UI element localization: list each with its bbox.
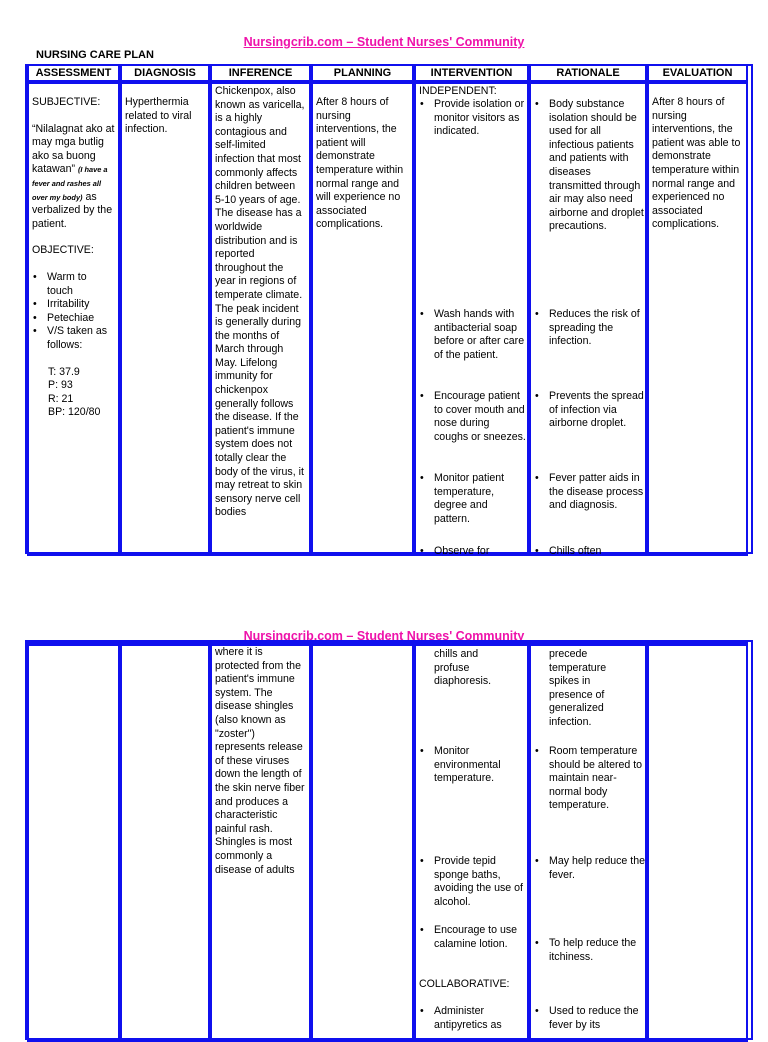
objective-item: • Irritability (32, 298, 115, 312)
vital-temp: T: 37.9 (48, 365, 80, 378)
rationale-item: • Fever patter aids in the disease process and diagnosis. (534, 472, 645, 513)
intervention-item: • Monitor patient temperature, degree and pattern. (419, 472, 526, 526)
intervention-item: • Provide tepid sponge baths, avoiding the use of alcohol. (419, 855, 526, 909)
rationale-item: • Reduces the risk of spreading the infection. (534, 308, 645, 349)
quote-translation: (I have a fever and rashes all over my body) (32, 165, 108, 202)
intervention-item: • Monitor environmental temperature. (419, 745, 526, 786)
diagnosis-text: Hyperthermia related to viral infection. (125, 96, 192, 136)
intervention-item: • Encourage patient to cover mouth and nose during coughs or sneezes. (419, 390, 526, 444)
care-plan-table (25, 64, 753, 554)
inference-cell (210, 82, 311, 556)
intervention-item: • Encourage to use calamine lotion. (419, 924, 526, 951)
planning-cell (311, 642, 414, 1042)
intervention-continued: chills and profuse diaphoresis. (434, 648, 492, 688)
intervention-item: • Wash hands with antibacterial soap before or after care of the patient. (419, 308, 526, 362)
header-diagnosis: DIAGNOSIS (120, 66, 210, 82)
rationale-cell (529, 642, 647, 1042)
rationale-item: • Body substance isolation should be used for all infectious patients and patients with diseases transmitted through air may also need airborne and droplet precautions. (534, 98, 645, 234)
rationale-item: • Room temperature should be altered to maintain near-normal body temperature. (534, 745, 645, 813)
rationale-item: • Used to reduce the fever by its (534, 1005, 645, 1032)
objective-item: • Warm to touch (32, 271, 115, 298)
rationale-item: • Prevents the spread of infection via airborne droplet. (534, 390, 645, 431)
header-intervention: INTERVENTION (414, 66, 529, 82)
evaluation-cell (647, 642, 748, 1042)
vital-pulse: P: 93 (48, 379, 73, 392)
objective-label: OBJECTIVE: (32, 244, 94, 257)
intervention-cell (414, 82, 529, 556)
header-planning: PLANNING (311, 66, 414, 82)
vital-bp: BP: 120/80 (48, 406, 101, 419)
rationale-continued: precede temperature spikes in presence of generalized infection. (549, 648, 607, 728)
rationale-item: • Chills often (534, 545, 645, 556)
inference-text: Chickenpox, also known as varicella, is a highly contagious and self-limited infection that most commonly affects children between 5-10 years of age. The disease has a worldwide distribution and is reported throughout the year in regions of temperate climate. The peak incident is generally during the months of March through May. Lifelong immunity for chickenpox generally follows the disease. If the patient's immune system does not totally clear the body of the virus, it may retreat to skin sensory nerve cell bodies (215, 85, 305, 519)
subjective-label: SUBJECTIVE: (32, 96, 101, 108)
diagnosis-cell (120, 642, 210, 1042)
rationale-item: • May help reduce the fever. (534, 855, 645, 882)
planning-text: After 8 hours of nursing interventions, the patient will demonstrate temperature within normal range and will experience no associated complications. (316, 96, 404, 231)
inference-cell (210, 642, 311, 1042)
vital-resp: R: 21 (48, 392, 74, 405)
header-assessment: ASSESSMENT (27, 66, 120, 82)
care-plan-table-page2 (25, 640, 753, 1040)
header-evaluation: EVALUATION (647, 66, 748, 82)
header-rationale: RATIONALE (529, 66, 647, 82)
inference-text: where it is protected from the patient's immune system. The disease shingles (also known as "zoster") represents release of these viruses down the length of the skin nerve fiber and produces a characteristic painful rash. Shingles is most commonly a disease of adults (215, 646, 305, 876)
assessment-cell (27, 82, 120, 556)
rationale-item: • To help reduce the itchiness. (534, 937, 645, 964)
evaluation-text: After 8 hours of nursing interventions, the patient was able to demonstrate temperature within normal range and experienced no associated complications. (652, 96, 741, 231)
plan-title: NURSING CARE PLAN (36, 49, 154, 61)
site-title[interactable]: Nursingcrib.com – Student Nurses' Community (243, 35, 525, 49)
objective-item: • Petechiae (32, 312, 115, 326)
planning-cell (311, 82, 414, 556)
objective-item: • V/S taken as follows: (32, 325, 115, 352)
independent-label: INDEPENDENT: (419, 85, 497, 97)
diagnosis-cell (120, 82, 210, 556)
header-inference: INFERENCE (210, 66, 311, 82)
collab-item: • Administer antipyretics as (419, 1005, 526, 1032)
subjective-quote-text: “Nilalagnat ako at may mga butlig ako sa buong katawan” (32, 122, 115, 176)
assessment-cell (27, 642, 120, 1042)
intervention-item: • Observe for (419, 545, 526, 556)
verbalized-note: as verbalized by the patient. (32, 190, 113, 230)
collaborative-label: COLLABORATIVE: (419, 978, 510, 990)
intervention-item: • Provide isolation or monitor visitors as indicated. (419, 98, 526, 139)
rationale-cell (529, 82, 647, 556)
subjective-quote (32, 123, 115, 232)
intervention-cell (414, 642, 529, 1042)
evaluation-cell (647, 82, 748, 556)
site-title-page2[interactable]: Nursingcrib.com – Student Nurses' Community (243, 629, 525, 643)
